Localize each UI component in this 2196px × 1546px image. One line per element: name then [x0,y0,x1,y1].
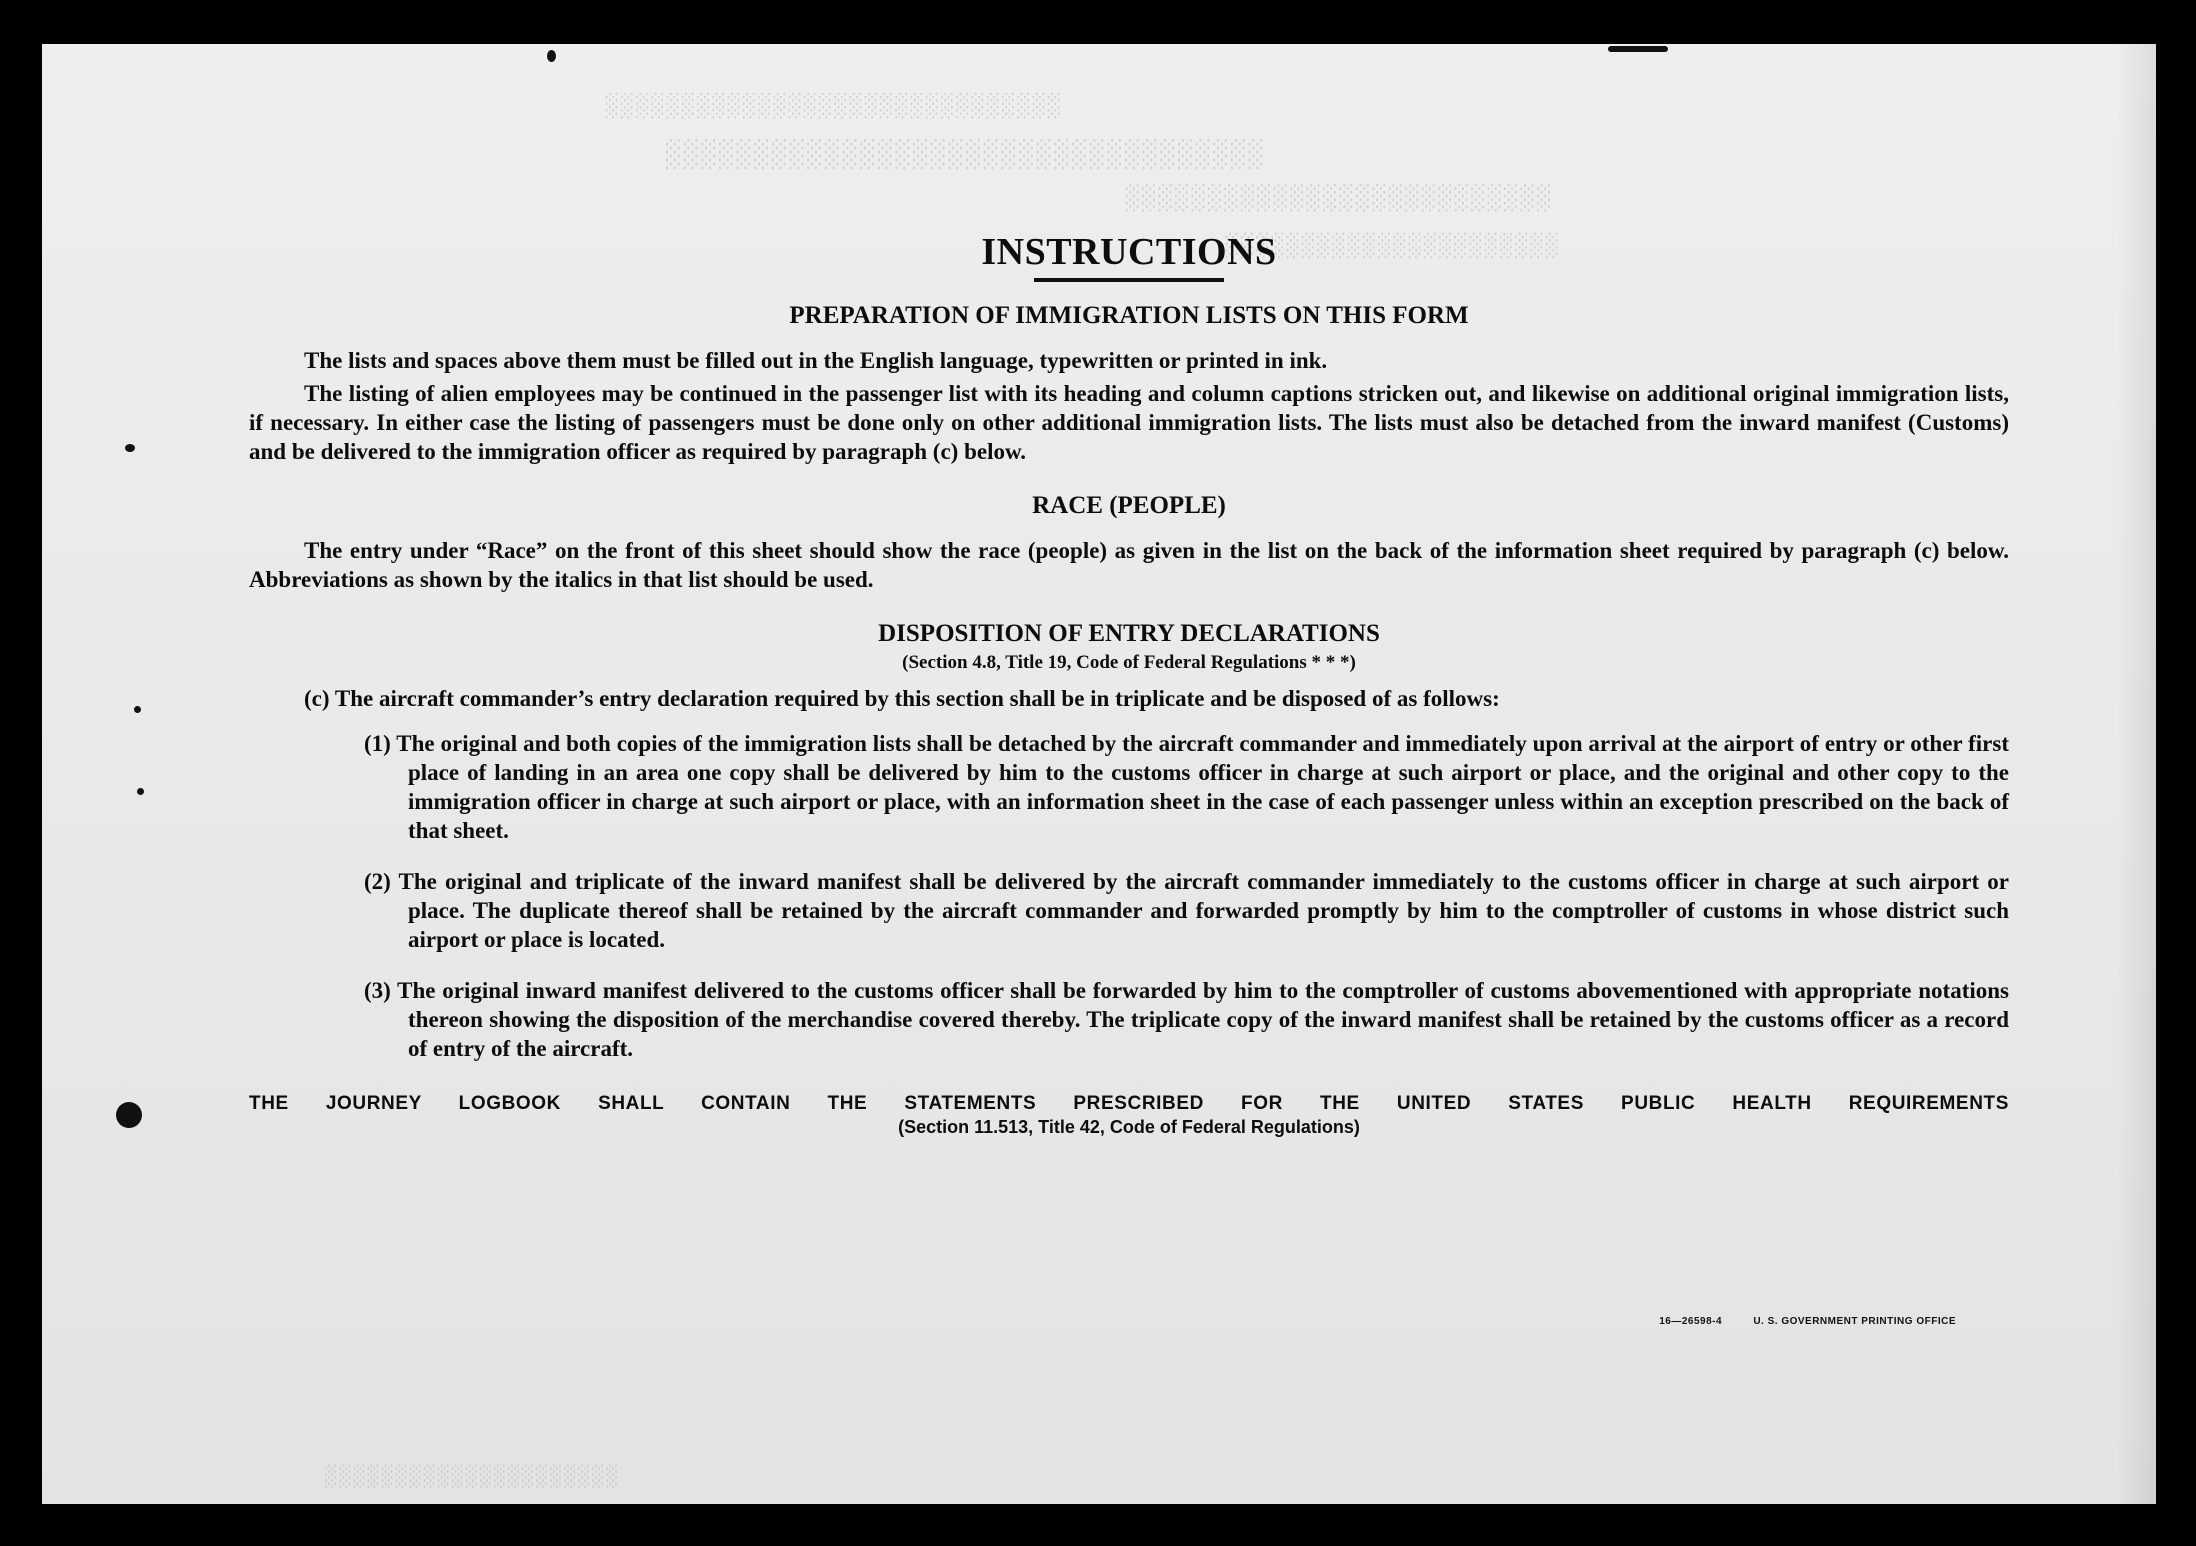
paragraph-c-intro: (c) The aircraft commander’s entry declaration required by this section shall be in triplicate and be disposed of as follows: [304,686,1500,711]
list-item-1: (1) The original and both copies of the immigration lists shall be detached by the aircraft commander and immediately upon arrival at the airport of entry or other first place of landing in an area one copy shall be delivered by him to the customs officer in charge at such airport or place, and the original and other copy to the immigration officer in charge at such airport or place, with an information sheet in the case of each passenger unless within an exception prescribed on the back of that sheet. [364,731,2009,843]
bleed-through-texture: ░░░░░░░░░░░░░░░░░░░░░░ [1222,234,1558,259]
list-item-3: (3) The original inward manifest delivered to the customs officer shall be forwarded by him to the comptroller of customs abovementioned with appropriate notations thereon showing the disposition of the merchandise covered thereby. The triplicate copy of the inward manifest shall be retained by the customs officer as a record of entry of the aircraft. [364,978,2009,1061]
ink-speck [134,706,141,713]
printer-name: U. S. GOVERNMENT PRINTING OFFICE [1753,1316,1956,1327]
ink-speck [547,50,556,62]
paragraph-filling-language: The lists and spaces above them must be filled out in the English language, typewritten or printed in ink. [304,348,1328,373]
bleed-through-texture: ░░░░░░░░░░░░░░░░░░░░░ [322,1464,617,1488]
ink-speck [125,444,135,452]
page-edge-shadow [2116,44,2156,1504]
title-underline [1034,278,1224,282]
instructions-content [249,230,2009,1138]
health-requirements-statement: THE JOURNEY LOGBOOK SHALL CONTAIN THE STATEMENTS PRESCRIBED FOR THE UNITED STATES PUBLIC HEALTH REQUIREMENTS [249,1093,2009,1114]
section-heading-race: RACE (PEOPLE) [1032,492,1226,519]
ink-speck [137,788,144,795]
section-heading-preparation: PREPARATION OF IMMIGRATION LISTS ON THIS FORM [789,302,1469,329]
printer-imprint [1659,1316,1956,1327]
section-heading-disposition: DISPOSITION OF ENTRY DECLARATIONS [878,620,1380,647]
paragraph-alien-employees: The listing of alien employees may be continued in the passenger list with its heading and column captions stricken out, and likewise on additional original immigration lists, if necessary. In either case the listing of passengers must be done only on other additional immigration lists. The lists must also be detached from the inward manifest (Customs) and be delivered to the immigration officer as required by paragraph (c) below. [249,381,2009,464]
bleed-through-texture: ░░░░░░░░░░░░░░░░░░░░░░░░░░░░░░ [602,94,1060,119]
bleed-through-texture: ░░░░░░░░░░░░░░░░░░░░░░░░░░ [1122,184,1550,212]
ink-speck [1608,46,1668,52]
list-item-2: (2) The original and triplicate of the inward manifest shall be delivered by the aircraft commander immediately to the customs officer in charge at such airport or place. The duplicate thereof shall be retained by the aircraft commander and forwarded promptly by him to the comptroller of customs in whose district such airport or place is located. [364,869,2009,952]
health-requirements-citation: (Section 11.513, Title 42, Code of Federal Regulations) [898,1117,1360,1137]
page-title: INSTRUCTIONS [981,231,1277,273]
section-citation: (Section 4.8, Title 19, Code of Federal Regulations * * *) [902,652,1356,673]
form-number: 16—26598-4 [1659,1316,1723,1327]
punch-hole-mark [116,1102,142,1128]
paragraph-race-entry: The entry under “Race” on the front of this sheet should show the race (people) as given in the list on the back of the information sheet required by paragraph (c) below. Abbreviations as shown by the italics in that list should be used. [249,538,2009,592]
bleed-through-texture: ░░░░░░░░░░░░░░░░░░░░░░░░░░░░░░░░░░ [662,140,1263,170]
document-sheet [42,44,2156,1504]
